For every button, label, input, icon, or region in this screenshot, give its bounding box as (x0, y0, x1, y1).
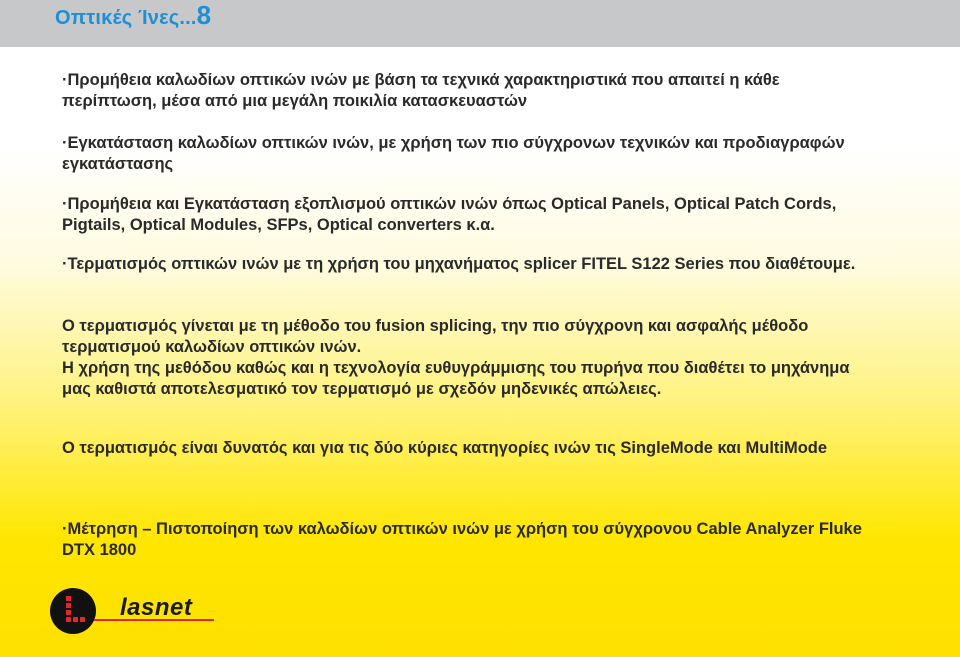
logo-dots-icon (50, 588, 96, 634)
page-title (55, 0, 212, 30)
paragraph-supply-cables: ·Προμήθεια καλωδίων οπτικών ινών με βάση τα τεχνικά χαρακτηριστικά που απαιτεί η κάθε περίπτωση, μέσα από μια μεγάλη ποικιλία κατασκευαστών (62, 71, 780, 110)
title-text: Οπτικές Ίνες... (55, 7, 197, 29)
paragraph-core-alignment: Η χρήση της μεθόδου καθώς και η τεχνολογία ευθυγράμμισης του πυρήνα που διαθέτει το μηχάνημα μας καθιστά αποτελεσματικό τον τερματισμό με σχεδόν μηδενικές απώλειες. (62, 359, 850, 398)
page-number: 8 (196, 0, 212, 30)
paragraph-installation: ·Εγκατάσταση καλωδίων οπτικών ινών, με χρήση των πιο σύγχρονων τεχνικών και προδιαγραφών εγκατάστασης (62, 134, 845, 173)
paragraph-splicer: ·Τερματισμός οπτικών ινών με τη χρήση του μηχανήματος splicer FITEL S122 Series που διαθέτουμε. (62, 255, 856, 273)
lasnet-logo (50, 588, 220, 634)
logo-text: lasnet (120, 594, 193, 621)
paragraph-equipment: ·Προμήθεια και Εγκατάσταση εξοπλισμού οπτικών ινών όπως Optical Panels, Optical Patch Cords, Pigtails, Optical Modules, SFPs, Optical converters κ.α. (62, 195, 837, 234)
paragraph-fusion-splicing: Ο τερματισμός γίνεται με τη μέθοδο του fusion splicing, την πιο σύγχρονη και ασφαλής μέθοδο τερματισμού καλωδίων οπτικών ινών. (62, 317, 809, 356)
lasnet-logo-icon (50, 588, 96, 634)
paragraph-certification: ·Μέτρηση – Πιστοποίηση των καλωδίων οπτικών ινών με χρήση του σύγχρονου Cable Analyzer Fluke DTX 1800 (62, 520, 862, 559)
header-bar (0, 0, 960, 47)
paragraph-fiber-categories: Ο τερματισμός είναι δυνατός και για τις δύο κύριες κατηγορίες ινών τις SingleMode και MultiMode (62, 439, 828, 457)
